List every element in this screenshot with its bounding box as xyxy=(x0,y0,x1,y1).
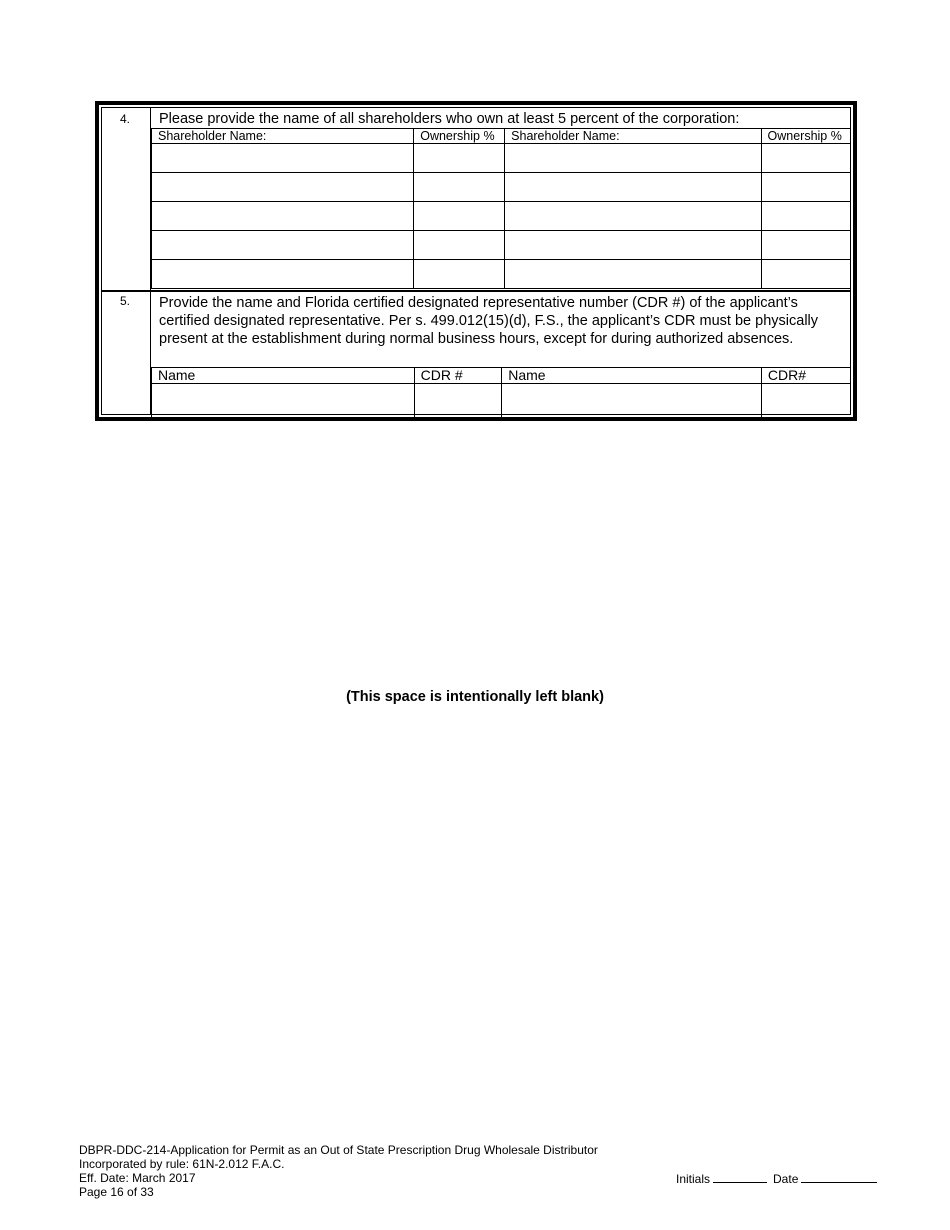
footer-rule: Incorporated by rule: 61N-2.012 F.A.C. xyxy=(79,1157,285,1171)
footer-eff-date: Eff. Date: March 2017 xyxy=(79,1171,196,1185)
question-5-text: Provide the name and Florida certified designated representative number (CDR #) of the applicant’s certified designated representative. Per s. 499.012(15)(d), F.S., the applicant’s CDR must be physically present at the establishment during normal business hours, except for during authorized absences. xyxy=(159,295,819,347)
footer-initials-date xyxy=(676,1171,877,1186)
ownership-field[interactable] xyxy=(761,173,850,202)
ownership-field[interactable] xyxy=(761,260,850,289)
question-5-number: 5. xyxy=(120,294,131,308)
ownership-header-1: Ownership % xyxy=(414,129,505,144)
initials-blank[interactable] xyxy=(713,1171,767,1183)
shareholder-cdr-form xyxy=(95,101,857,421)
cdr-header-row xyxy=(152,368,851,384)
shareholder-name-header-2: Shareholder Name: xyxy=(505,129,761,144)
shareholder-name-field[interactable] xyxy=(152,144,414,173)
section-divider xyxy=(102,290,850,292)
cdr-name-field[interactable] xyxy=(502,384,762,420)
intentionally-blank-note: (This space is intentionally left blank) xyxy=(346,689,604,705)
cdr-number-field[interactable] xyxy=(414,384,502,420)
ownership-field[interactable] xyxy=(414,173,505,202)
shareholder-name-field[interactable] xyxy=(152,202,414,231)
shareholder-name-field[interactable] xyxy=(505,202,761,231)
shareholder-name-field[interactable] xyxy=(505,144,761,173)
shareholders-table xyxy=(151,128,850,289)
initials-label: Initials xyxy=(676,1172,711,1186)
footer-page-number: Page 16 of 33 xyxy=(79,1185,154,1199)
shareholder-name-header-1: Shareholder Name: xyxy=(152,129,414,144)
table-row xyxy=(152,173,851,202)
cdr-name-field[interactable] xyxy=(152,384,415,420)
cdr-number-header-2: CDR# xyxy=(761,368,850,384)
ownership-field[interactable] xyxy=(414,231,505,260)
footer-form-info xyxy=(79,1143,598,1199)
date-blank[interactable] xyxy=(801,1171,877,1183)
form-inner-border xyxy=(101,107,851,415)
cdr-number-field[interactable] xyxy=(761,384,850,420)
question-4-number: 4. xyxy=(120,112,131,126)
shareholder-name-field[interactable] xyxy=(152,173,414,202)
ownership-field[interactable] xyxy=(761,231,850,260)
table-row xyxy=(152,144,851,173)
ownership-field[interactable] xyxy=(761,144,850,173)
name-header-1: Name xyxy=(152,368,415,384)
table-row xyxy=(152,231,851,260)
shareholder-name-field[interactable] xyxy=(505,260,761,289)
cdr-table xyxy=(151,367,850,420)
name-header-2: Name xyxy=(502,368,762,384)
ownership-field[interactable] xyxy=(414,202,505,231)
shareholder-name-field[interactable] xyxy=(152,231,414,260)
ownership-field[interactable] xyxy=(761,202,850,231)
shareholders-header-row xyxy=(152,129,851,144)
question-4-text: Please provide the name of all shareholders who own at least 5 percent of the corporation: xyxy=(159,111,740,127)
table-row xyxy=(152,202,851,231)
shareholder-name-field[interactable] xyxy=(505,173,761,202)
ownership-field[interactable] xyxy=(414,260,505,289)
table-row xyxy=(152,260,851,289)
shareholder-name-field[interactable] xyxy=(505,231,761,260)
ownership-field[interactable] xyxy=(414,144,505,173)
shareholder-name-field[interactable] xyxy=(152,260,414,289)
cdr-number-header-1: CDR # xyxy=(414,368,502,384)
question-number-column xyxy=(102,108,151,414)
footer-form-title: DBPR-DDC-214-Application for Permit as an Out of State Prescription Drug Wholesale Distributor xyxy=(79,1143,598,1157)
date-label: Date xyxy=(773,1172,799,1186)
table-row xyxy=(152,384,851,420)
ownership-header-2: Ownership % xyxy=(761,129,850,144)
